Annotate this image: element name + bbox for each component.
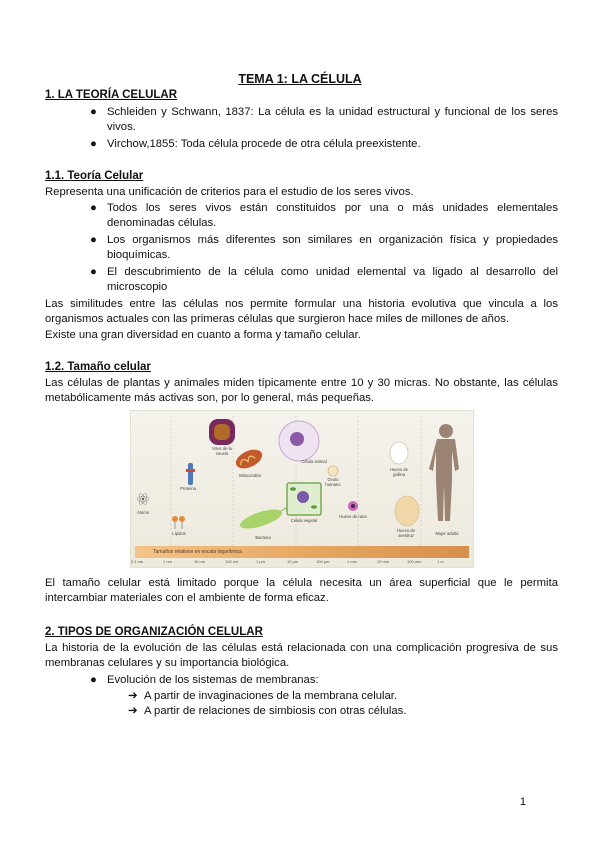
atom-icon xyxy=(137,493,149,506)
paragraph: Representa una unificación de criterios para el estudio de los seres vivos. xyxy=(45,186,414,198)
paragraph: Existe una gran diversidad en cuanto a forma y tamaño celular. xyxy=(45,329,361,341)
scale-tick: 10 µm xyxy=(287,559,299,564)
list-item: ● Los organismos más diferentes son similares en organización física y propiedades bioquímicas. xyxy=(90,233,558,264)
atom-label: Átomo xyxy=(136,510,150,515)
section-heading-1-2: 1.2. Tamaño celular xyxy=(45,361,151,373)
list-item: ● El descubrimiento de la célula como unidad elemental va ligado al desarrollo del microscopio xyxy=(90,265,558,296)
scale-tick: 100 mm xyxy=(407,559,422,564)
scale-ticks xyxy=(131,559,473,567)
bullet-text: Los organismos más diferentes son similares en organización física y propiedades bioquímicas. xyxy=(107,234,558,262)
lipids-icon xyxy=(172,516,185,529)
virus-icon xyxy=(209,419,235,445)
scale-label: Tamaños relativos en escala logarítmica xyxy=(153,549,242,555)
page-number: 1 xyxy=(519,796,526,808)
bullet-text: Schleiden y Schwann, 1837: La célula es la unidad estructural y funcional de los seres vivos. xyxy=(107,106,558,134)
list-item: ● Todos los seres vivos están constituidos por una o más unidades elementales denominadas células. xyxy=(90,201,558,232)
animal-cell-icon xyxy=(279,421,319,461)
adult-label: Mujer adulta xyxy=(435,531,459,536)
paragraph: La historia de la evolución de las células está relacionada con una complicación progresiva de sus membranas celulares y su importancia biológica. xyxy=(45,642,558,670)
arrow-icon: ➔ xyxy=(128,705,138,717)
paragraph: El tamaño celular está limitado porque la célula necesita un área superficial que le permita intercambiar materiales con el ambiente de forma eficaz. xyxy=(45,577,558,605)
ovum-icon xyxy=(328,466,338,476)
log-scale-bar xyxy=(135,546,469,558)
animal-cell-label: Célula animal xyxy=(301,459,327,464)
list-item: ● Virchow,1855: Toda célula procede de otra célula preexistente. xyxy=(90,137,558,152)
scale-tick: 1 nm xyxy=(163,559,172,564)
section-heading-1-1: 1.1. Teoría Celular xyxy=(45,170,144,182)
bullet-text: El descubrimiento de la célula como unidad elemental va ligado al desarrollo del microscopio xyxy=(107,266,558,294)
bullet-text: Virchow,1855: Toda célula procede de otra célula preexistente. xyxy=(107,138,421,150)
ovum-label: Óvulo humano xyxy=(325,477,341,487)
scale-tick: 100 nm xyxy=(225,559,239,564)
virus-label: Virus de la viruela xyxy=(212,446,232,456)
mitochondria-icon xyxy=(233,446,265,472)
scale-tick: 10 nm xyxy=(194,559,206,564)
chicken-egg-label: Huevo de gallina xyxy=(390,467,408,477)
bullet-text: Evolución de los sistemas de membranas: xyxy=(107,674,319,686)
scale-tick: 10 mm xyxy=(377,559,390,564)
scale-tick: 100 µm xyxy=(316,559,330,564)
page-title: TEMA 1: LA CÉLULA xyxy=(238,72,362,86)
frog-egg-icon xyxy=(348,501,358,511)
paragraph: Las células de plantas y animales miden típicamente entre 10 y 30 micras. No obstante, las células metabólicamente más activas son, por lo general, más pequeñas. xyxy=(45,377,558,405)
scale-tick: 0,1 nm xyxy=(131,559,144,564)
scale-tick: 1 µm xyxy=(256,559,265,564)
plant-cell-icon xyxy=(287,483,321,515)
frog-egg-label: Huevo de rana xyxy=(339,514,367,519)
chicken-egg-icon xyxy=(390,442,408,464)
arrow-item xyxy=(128,689,397,704)
protein-icon xyxy=(186,463,195,485)
section-heading-1: 1. LA TEORÍA CELULAR xyxy=(45,89,178,101)
plant-cell-label: Célula vegetal xyxy=(290,518,318,523)
list-item: ● Schleiden y Schwann, 1837: La célula es la unidad estructural y funcional de los seres vivos. xyxy=(90,105,558,136)
section-heading-2: 2. TIPOS DE ORGANIZACIÓN CELULAR xyxy=(45,626,263,638)
arrow-item xyxy=(128,704,406,719)
scale-tick: 1 m xyxy=(437,559,444,564)
list-item: ● Evolución de los sistemas de membranas: xyxy=(90,673,558,688)
bullet-text: Todos los seres vivos están constituidos por una o más unidades elementales denominadas células. xyxy=(107,202,558,230)
arrow-text: A partir de invaginaciones de la membrana celular. xyxy=(144,690,398,702)
human-silhouette-icon xyxy=(429,424,459,521)
arrow-icon: ➔ xyxy=(128,690,138,702)
arrow-text: A partir de relaciones de simbiosis con otras células. xyxy=(144,705,407,717)
paragraph: Las similitudes entre las células nos permite formular una historia evolutiva que vincula a los organismos actuales con las primeras células que surgieron hace miles de millones de años. xyxy=(45,298,558,326)
mitochondria-label: Mitocondria xyxy=(239,473,261,478)
ostrich-egg-icon xyxy=(395,496,419,526)
lipids-label: Lípidos xyxy=(172,531,186,536)
ostrich-egg-label: Huevo de avestruz xyxy=(397,528,415,538)
cell-size-figure xyxy=(130,410,474,568)
protein-label: Proteína xyxy=(180,486,196,491)
bacteria-label: Bacteria xyxy=(255,535,271,540)
scale-tick: 1 mm xyxy=(347,559,357,564)
